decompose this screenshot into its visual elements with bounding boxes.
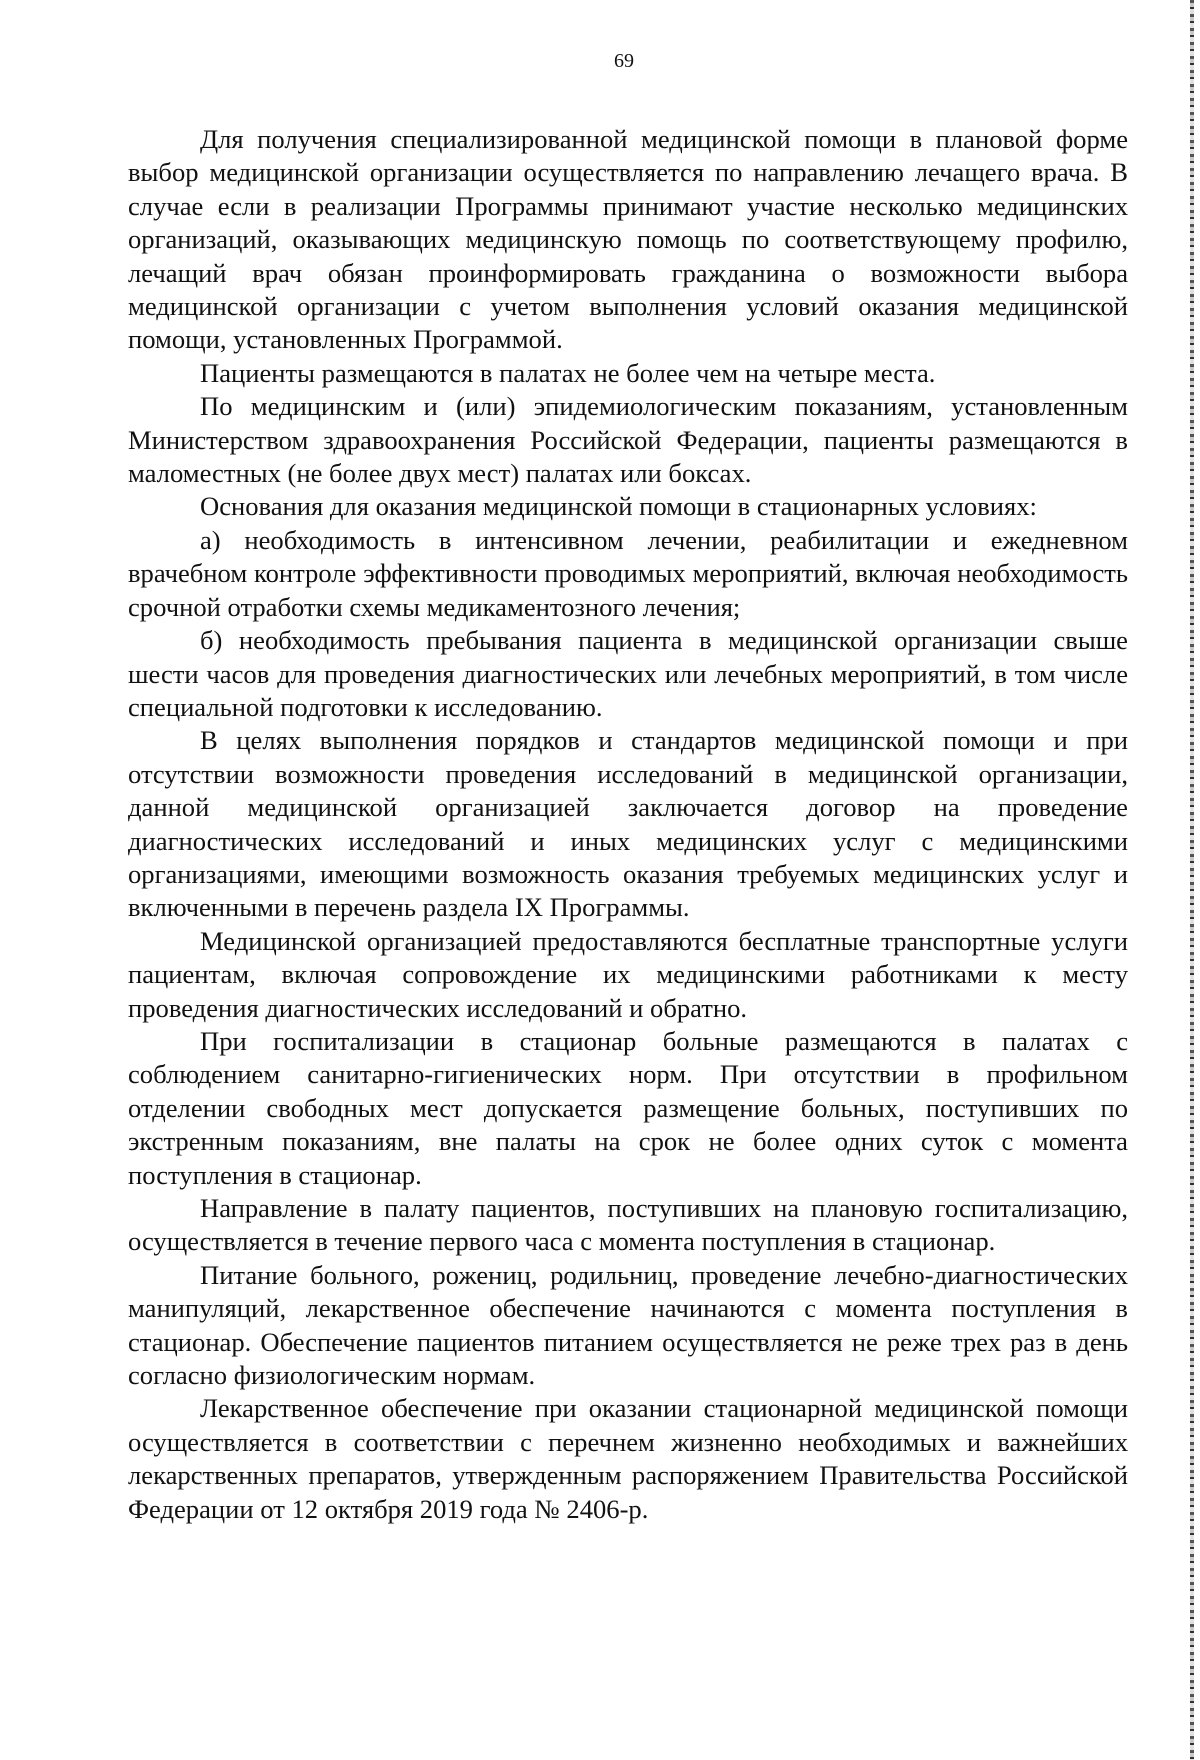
paragraph-ground-b: б) необходимость пребывания пациента в медицинской организации свыше шести часов для проведения диагностических или лечебных мероприятий, в том числе специальной подготовки к исследованию.: [128, 625, 1128, 722]
page-number: 69: [614, 50, 634, 72]
paragraph-transport: Медицинской организацией предоставляются бесплатные транспортные услуги пациентам, включая сопровождение их медицинскими работниками к месту проведения диагностических исследований и обратно.: [128, 925, 1128, 1023]
paragraph-drug-supply: Лекарственное обеспечение при оказании стационарной медицинской помощи осуществляется в соответствии с перечнем жизненно необходимых и важнейших лекарственных препаратов, утвержденным распоряжением Правительства Российской Федерации от 12 октября 2019 года № 2406-р.: [128, 1393, 1128, 1524]
paragraph-ward-direction: Направление в палату пациентов, поступивших на плановую госпитализацию, осуществляется в течение первого часа с момента поступления в стационар.: [128, 1193, 1128, 1257]
paragraph-ward-capacity: Пациенты размещаются в палатах не более чем на четыре места.: [200, 357, 936, 388]
paragraph-standards-contract: В целях выполнения порядков и стандартов медицинской помощи и при отсутствии возможности проведения исследований в медицинской организации, данной медицинской организацией заключается договор на проведение диагностических исследований и иных медицинских услуг с медицинскими организациями, имеющими возможность оказания требуемых медицинских услуг и включенными в перечень раздела IX Программы.: [128, 725, 1128, 923]
paragraph-specialized-care: Для получения специализированной медицинской помощи в плановой форме выбор медицинской организации осуществляется по направлению лечащего врача. В случае если в реализации Программы принимают участие несколько медицинских организаций, оказывающих медицинскую помощь по соответствующему профилю, лечащий врач обязан проинформировать гражданина о возможности выбора медицинской организации с учетом выполнения условий оказания медицинской помощи, установленных Программой.: [128, 124, 1128, 355]
body-text: [128, 123, 1128, 1526]
paragraph-ground-a: а) необходимость в интенсивном лечении, реабилитации и ежедневном врачебном контроле эффективности проводимых мероприятий, включая необходимость срочной отработки схемы медикаментозного лечения;: [128, 524, 1128, 622]
paragraph-hospitalization: При госпитализации в стационар больные размещаются в палатах с соблюдением санитарно-гигиенических норм. При отсутствии в профильном отделении свободных мест допускается размещение больных, поступивших по экстренным показаниям, вне палаты на срок не более одних суток с момента поступления в стационар.: [128, 1025, 1128, 1190]
paragraph-small-wards: По медицинским и (или) эпидемиологическим показаниям, установленным Министерством здравоохранения Российской Федерации, пациенты размещаются в маломестных (не более двух мест) палатах или боксах.: [128, 391, 1128, 489]
paragraph-nutrition: Питание больного, рожениц, родильниц, проведение лечебно-диагностических манипуляций, лекарственное обеспечение начинаются с момента поступления в стационар. Обеспечение пациентов питанием осуществляется не реже трех раз в день согласно физиологическим нормам.: [128, 1259, 1128, 1391]
scan-edge-artifact: [1190, 0, 1194, 1760]
paragraph-grounds-heading: Основания для оказания медицинской помощи в стационарных условиях:: [200, 491, 1037, 522]
